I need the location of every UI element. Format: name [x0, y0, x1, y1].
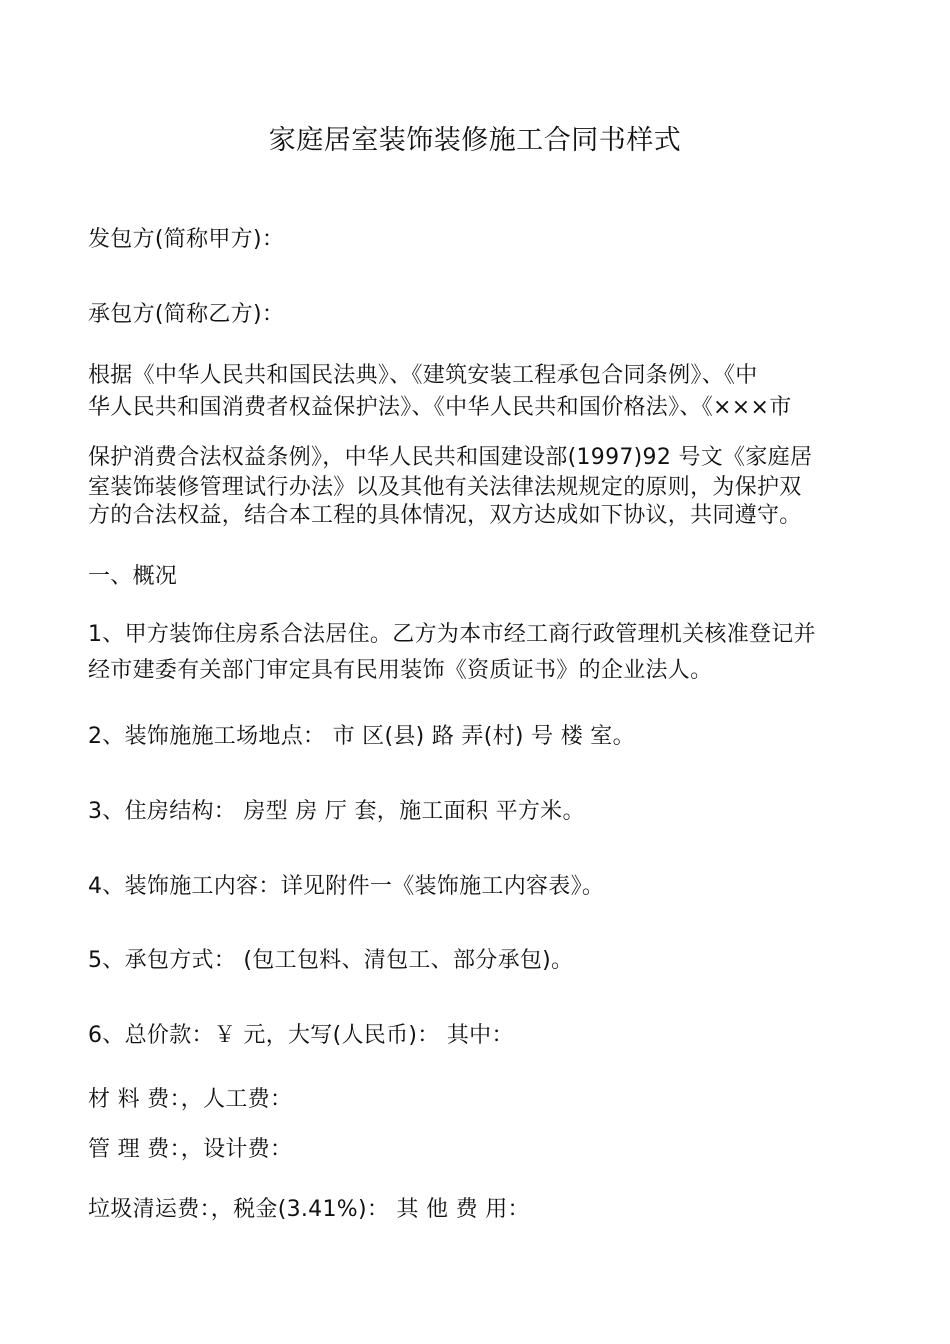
item-3-line: 3、住房结构： 房型 房 厅 套，施工面积 平方米。: [88, 799, 585, 824]
item-1-line: 1、甲方装饰住房系合法居住。乙方为本市经工商行政管理机关核准登记并: [88, 622, 816, 647]
section-1-heading: 一、概况: [88, 564, 178, 589]
item-1-paragraph: [88, 620, 868, 686]
item-5-line: 5、承包方式： (包工包料、清包工、部分承包)。: [88, 948, 574, 973]
preamble-paragraph: [88, 360, 868, 530]
preamble-line: 方的合法权益，结合本工程的具体情况，双方达成如下协议，共同遵守。: [88, 503, 802, 528]
preamble-line: 华人民共和国消费者权益保护法》、《中华人民共和国价格法》、《×××市: [88, 395, 792, 420]
item-1-line: 经市建委有关部门审定具有民用装饰《资质证书》的企业法人。: [88, 658, 713, 683]
party-b-line: 承包方(简称乙方)：: [88, 302, 285, 327]
item-2-line: 2、装饰施施工场地点： 市 区(县) 路 弄(村) 号 楼 室。: [88, 724, 635, 749]
party-a-line: 发包方(简称甲方)：: [88, 227, 285, 252]
item-4-line: 4、装饰施工内容：详见附件一《装饰施工内容表》。: [88, 874, 605, 899]
fee-line-cleanup-tax: 垃圾清运费：，税金(3.41%)： 其 他 费 用：: [88, 1197, 530, 1222]
preamble-line: 根据《中华人民共和国民法典》、《建筑安装工程承包合同条例》、《中: [88, 363, 758, 388]
document-title: 家庭居室装饰装修施工合同书样式: [268, 125, 682, 156]
preamble-line: 室装饰装修管理试行办法》以及其他有关法律法规规定的原则，为保护双: [88, 475, 802, 500]
fee-line-materials: 材 料 费：，人工费：: [88, 1087, 293, 1112]
item-6-line: 6、总价款：￥ 元，大写(人民币)： 其中：: [88, 1023, 514, 1048]
fee-line-management: 管 理 费：，设计费：: [88, 1137, 293, 1162]
preamble-line: 保护消费合法权益条例》，中华人民共和国建设部(1997)92 号文《家庭居: [88, 445, 813, 470]
